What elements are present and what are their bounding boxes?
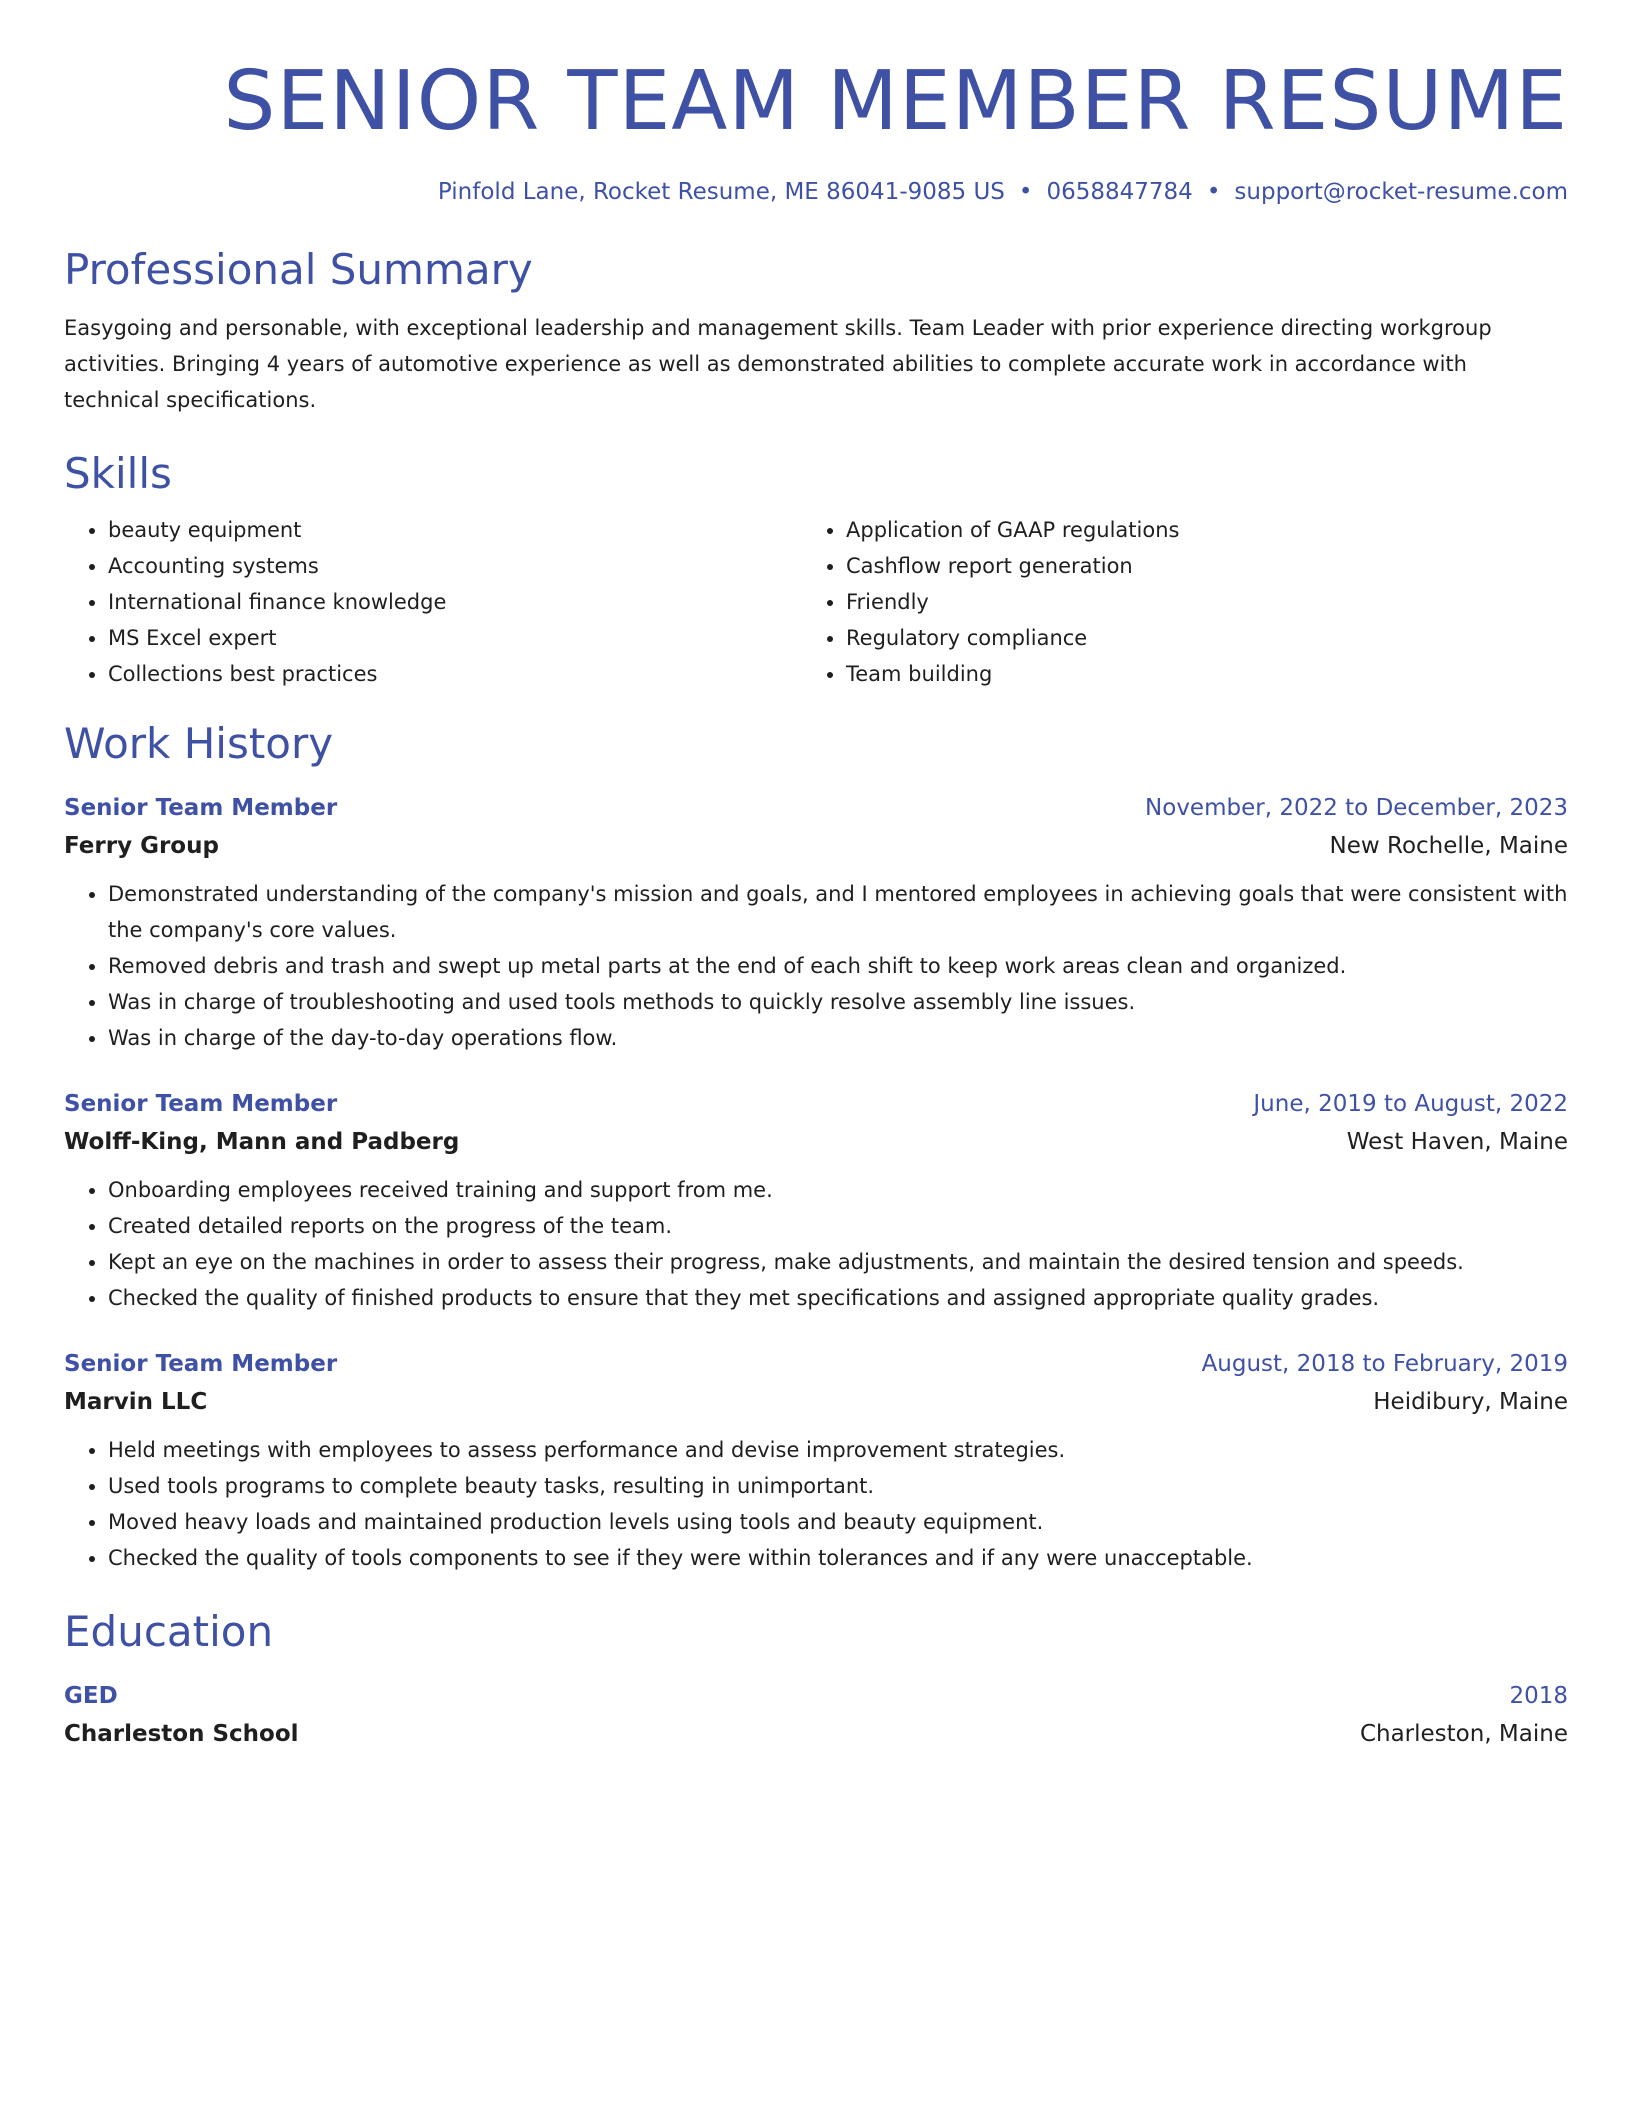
job-dates: November, 2022 to December, 2023	[1145, 795, 1568, 821]
skill-item: • Application of GAAP regulations	[846, 512, 1540, 548]
resume-header	[64, 0, 1568, 208]
job-header-row	[64, 1086, 1568, 1122]
skills-list	[64, 512, 1568, 692]
job-bullet: • Checked the quality of tools components to see if they were within tolerances and if any were unacceptable.	[108, 1540, 1568, 1576]
contact-address: Pinfold Lane, Rocket Resume, ME 86041-9085 US	[437, 179, 1005, 205]
job-title: Senior Team Member	[64, 795, 338, 821]
education-header-row	[64, 1678, 1568, 1714]
contact-phone: 0658847784	[1046, 179, 1193, 205]
skill-item: • Regulatory compliance	[846, 620, 1540, 656]
contact-separator: •	[1018, 179, 1033, 205]
job-title: Senior Team Member	[64, 1351, 338, 1377]
job-bullet: • Was in charge of troubleshooting and used tools methods to quickly resolve assembly line issues.	[108, 984, 1568, 1020]
contact-email: support@rocket-resume.com	[1234, 179, 1568, 205]
job-bullet: • Moved heavy loads and maintained production levels using tools and beauty equipment.	[108, 1504, 1568, 1540]
job-header-row	[64, 790, 1568, 826]
skill-item: • beauty equipment	[108, 512, 802, 548]
job-bullet: • Was in charge of the day-to-day operations flow.	[108, 1020, 1568, 1056]
job-company: Wolff-King, Mann and Padberg	[64, 1129, 460, 1155]
education-heading: Education	[64, 1607, 274, 1656]
job-bullet: • Held meetings with employees to assess performance and devise improvement strategies.	[108, 1432, 1568, 1468]
skills-heading: Skills	[64, 449, 172, 498]
job-company-row	[64, 1122, 1568, 1162]
job-bullets	[64, 876, 1568, 1056]
job-bullet: • Used tools programs to complete beauty tasks, resulting in unimportant.	[108, 1468, 1568, 1504]
skill-item: • Cashflow report generation	[846, 548, 1540, 584]
summary-heading: Professional Summary	[64, 245, 533, 294]
job-bullet: • Onboarding employees received training and support from me.	[108, 1172, 1568, 1208]
job-location: Heidibury, Maine	[1373, 1389, 1568, 1415]
education-location: Charleston, Maine	[1359, 1721, 1568, 1747]
contact-separator: •	[1206, 179, 1221, 205]
job-dates: June, 2019 to August, 2022	[1253, 1091, 1568, 1117]
skill-item: • International finance knowledge	[108, 584, 802, 620]
job-entry	[64, 1346, 1568, 1576]
job-location: New Rochelle, Maine	[1329, 833, 1568, 859]
education-school: Charleston School	[64, 1721, 299, 1747]
job-bullet: • Kept an eye on the machines in order to assess their progress, make adjustments, and maintain the desired tension and speeds.	[108, 1244, 1568, 1280]
summary-text: Easygoing and personable, with exceptional leadership and management skills. Team Leader with prior experience directing workgroup activities. Bringing 4 years of automotive experience as well as demonstrated abilities to complete accurate work in accordance with technical specifications.	[64, 316, 1492, 412]
skill-item: • MS Excel expert	[108, 620, 802, 656]
education-school-row	[64, 1714, 1568, 1754]
education-entry	[64, 1678, 1568, 1754]
resume-name: SENIOR TEAM MEMBER RESUME	[223, 54, 1568, 149]
job-title: Senior Team Member	[64, 1091, 338, 1117]
job-location: West Haven, Maine	[1346, 1129, 1568, 1155]
job-company: Ferry Group	[64, 833, 219, 859]
job-bullets	[64, 1432, 1568, 1576]
job-company: Marvin LLC	[64, 1389, 208, 1415]
job-dates: August, 2018 to February, 2019	[1201, 1351, 1568, 1377]
education-year: 2018	[1509, 1683, 1568, 1709]
skill-item: • Team building	[846, 656, 1540, 692]
work-history-heading: Work History	[64, 719, 334, 768]
job-bullets	[64, 1172, 1568, 1316]
job-bullet: • Checked the quality of finished products to ensure that they met specifications and assigned appropriate quality grades.	[108, 1280, 1568, 1316]
skills-column-left	[64, 512, 802, 692]
contact-line	[64, 176, 1568, 208]
skill-item: • Accounting systems	[108, 548, 802, 584]
job-bullet: • Demonstrated understanding of the company's mission and goals, and I mentored employees in achieving goals that were consistent with the company's core values.	[108, 876, 1568, 948]
skill-item: • Friendly	[846, 584, 1540, 620]
skill-item: • Collections best practices	[108, 656, 802, 692]
job-entry	[64, 1086, 1568, 1316]
skills-column-right	[802, 512, 1540, 692]
job-bullet: • Removed debris and trash and swept up metal parts at the end of each shift to keep work areas clean and organized.	[108, 948, 1568, 984]
job-bullet: • Created detailed reports on the progress of the team.	[108, 1208, 1568, 1244]
job-company-row	[64, 1382, 1568, 1422]
job-entry	[64, 790, 1568, 1056]
job-header-row	[64, 1346, 1568, 1382]
job-company-row	[64, 826, 1568, 866]
education-degree: GED	[64, 1683, 118, 1709]
